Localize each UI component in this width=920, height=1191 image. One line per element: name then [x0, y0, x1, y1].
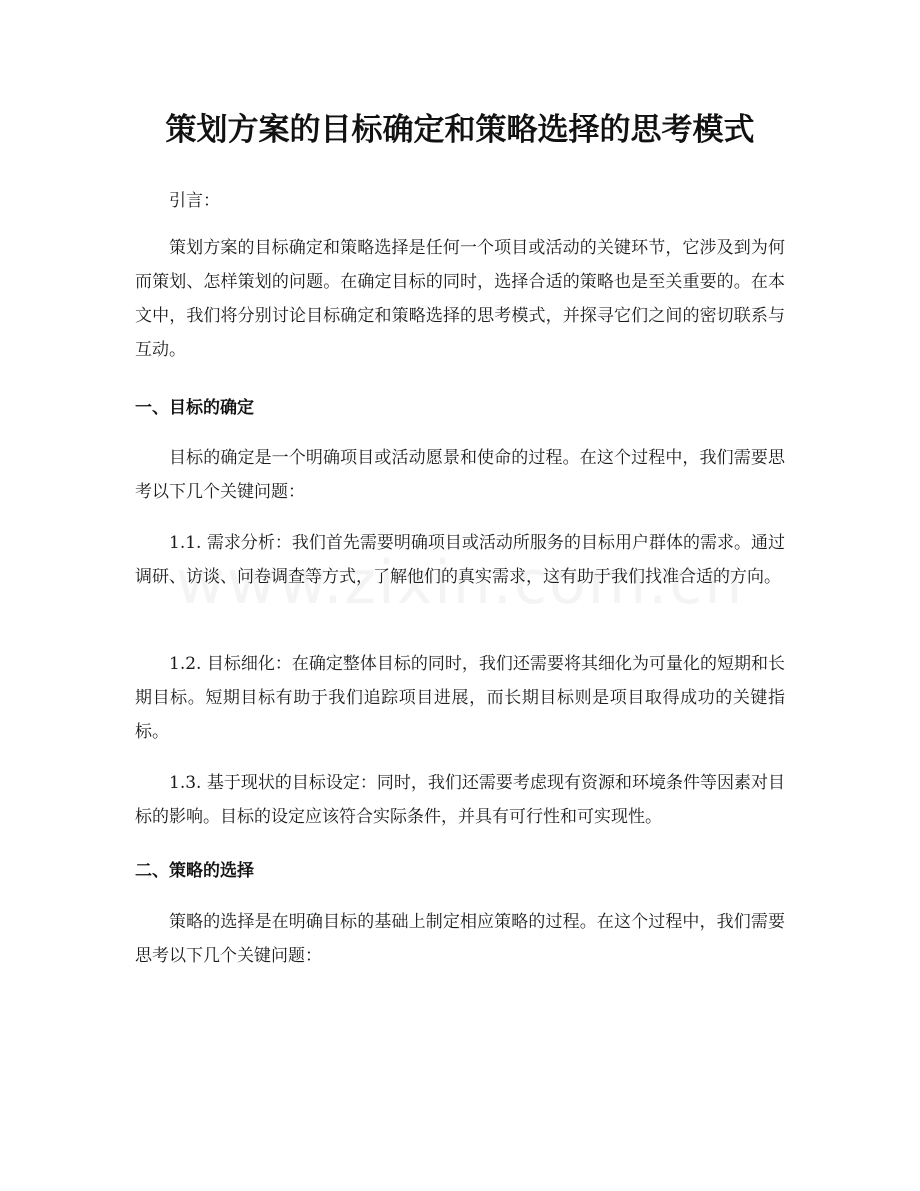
document-title: 策划方案的目标确定和策略选择的思考模式 — [165, 112, 755, 148]
section-heading-strategy: 二、策略的选择 — [135, 861, 254, 881]
list-item-goal-refinement: 1.2. 目标细化：在确定整体目标的同时，我们还需要将其细化为可量化的短期和长期目标。短期目标有助于我们追踪项目进展，而长期目标则是项目取得成功的关键指标。 — [135, 654, 785, 742]
intro-paragraph: 策划方案的目标确定和策略选择是任何一个项目或活动的关键环节，它涉及到为何而策划、怎样策划的问题。在确定目标的同时，选择合适的策略也是至关重要的。在本文中，我们将分别讨论目标确定和策略选择的思考模式，并探寻它们之间的密切联系与互动。 — [135, 238, 785, 360]
section-intro-strategy: 策略的选择是在明确目标的基础上制定相应策略的过程。在这个过程中，我们需要思考以下几个关键问题： — [135, 912, 785, 966]
list-item-goal-setting: 1.3. 基于现状的目标设定：同时，我们还需要考虑现有资源和环境条件等因素对目标的影响。目标的设定应该符合实际条件，并具有可行性和可实现性。 — [135, 773, 785, 827]
section-intro-goals: 目标的确定是一个明确项目或活动愿景和使命的过程。在这个过程中，我们需要思考以下几个关键问题： — [135, 448, 785, 502]
intro-label: 引言： — [169, 191, 220, 211]
list-item-demand-analysis: 1.1. 需求分析：我们首先需要明确项目或活动所服务的目标用户群体的需求。通过调研、访谈、问卷调查等方式，了解他们的真实需求，这有助于我们找准合适的方向。 — [135, 533, 785, 587]
section-heading-goals: 一、目标的确定 — [135, 398, 254, 418]
